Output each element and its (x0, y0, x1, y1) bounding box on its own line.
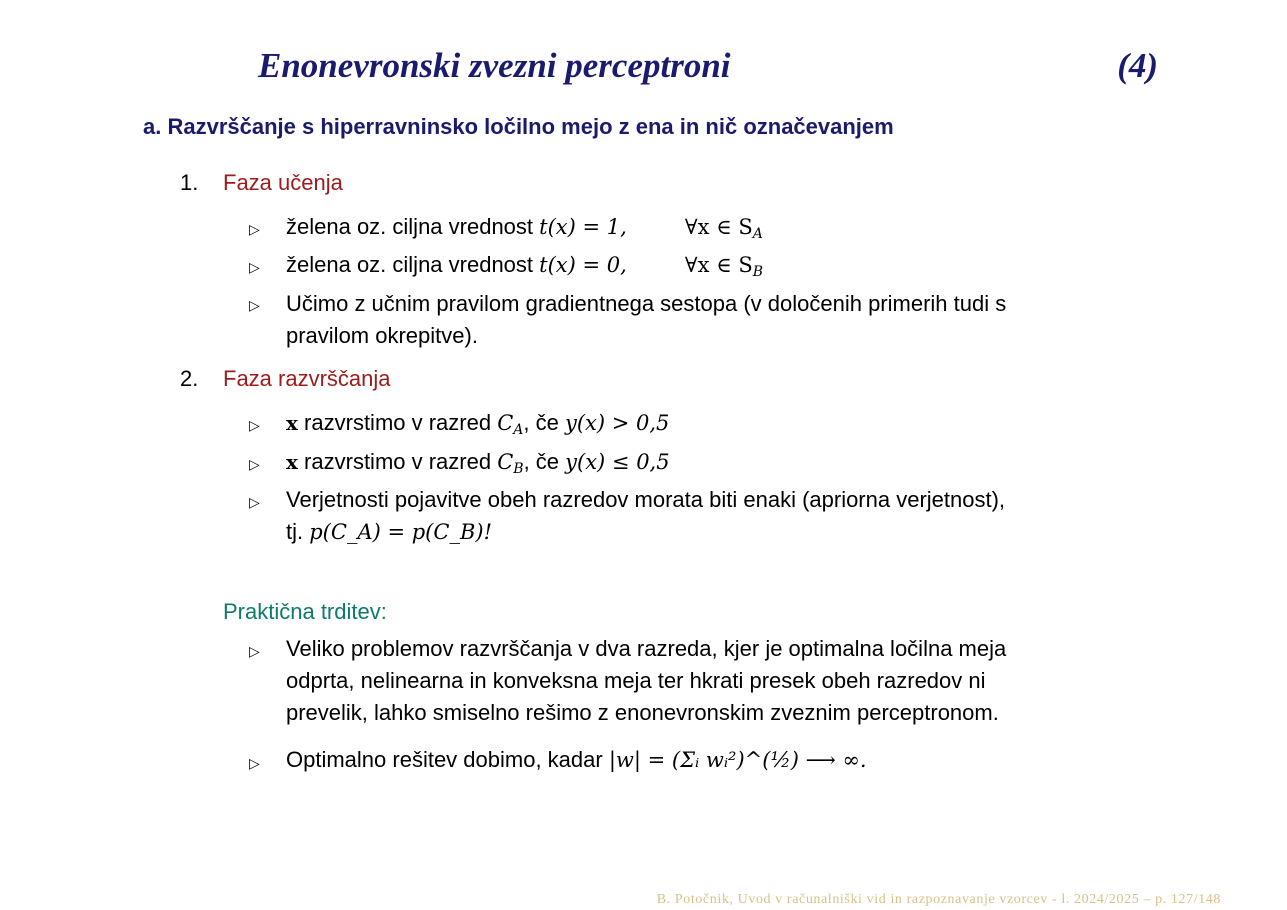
phase1-b2-text: želena oz. ciljna vrednost (286, 252, 540, 277)
phase2-b1-class: $C_A$ (497, 411, 524, 438)
phase2-bullet-1 (286, 407, 669, 446)
phase2-number: 2. (180, 366, 199, 391)
phase2-b3-math: p(C_A) = p(C_B)! (309, 520, 493, 544)
phase1-b2-math: t(x) = 0, (539, 253, 627, 277)
phase2-label: Faza razvrščanja (223, 366, 391, 391)
phase2-b1-cond: y(x) > 0,5 (564, 411, 670, 435)
bullet-icon: ▷ (249, 417, 260, 433)
phase2-b2-class: $C_B$ (497, 450, 524, 477)
slide-title: Enonevronski zvezni perceptroni (258, 46, 731, 85)
phase1-b1-text: želena oz. ciljna vrednost (286, 214, 540, 239)
practical-b2-text: Optimalno rešitev dobimo, kadar (286, 747, 609, 772)
phase1-b2-forall: ∀x ∈ $S_B$ (684, 253, 764, 280)
phase2-bullet-3 (286, 484, 1005, 548)
phase2-b2-mid: , če (523, 449, 566, 474)
bullet-icon: ▷ (249, 494, 260, 510)
bullet-icon: ▷ (249, 221, 260, 237)
bullet-icon: ▷ (249, 259, 260, 275)
phase2-b2-cond: y(x) ≤ 0,5 (565, 450, 670, 474)
phase1-bullet-3 (286, 288, 1006, 352)
phase2-b2-x: x (286, 450, 298, 474)
practical-heading: Praktična trditev: (223, 599, 387, 624)
practical-bullet-2 (286, 744, 867, 776)
phase1-label: Faza učenja (223, 170, 343, 195)
phase1-bullet-1 (286, 211, 763, 250)
phase1-b3-line1: Učimo z učnim pravilom gradientnega sestopa (v določenih primerih tudi s (286, 291, 1007, 316)
phase2-b1-mid: , če (523, 410, 565, 435)
practical-b1-line1: Veliko problemov razvrščanja v dva razreda, kjer je optimalna ločilna meja (286, 636, 1007, 661)
phase1-b1-math: t(x) = 1, (539, 215, 627, 239)
phase2-b3-line1: Verjetnosti pojavitve obeh razredov morata biti enaki (apriorna verjetnost), (286, 487, 1006, 512)
bullet-icon: ▷ (249, 643, 260, 659)
phase1-b3-line2: pravilom okrepitve). (286, 323, 478, 348)
phase2-b1-text: razvrstimo v razred (297, 410, 498, 435)
phase2-bullet-2 (286, 446, 670, 485)
practical-bullet-1 (286, 633, 1006, 729)
practical-b2-math: |w| = (Σᵢ wᵢ²)^(½) ⟶ ∞. (608, 748, 867, 772)
slide-subtitle: a. Razvrščanje s hiperravninsko ločilno mejo z ena in nič označevanjem (143, 114, 894, 139)
phase1-bullet-2 (286, 249, 763, 288)
practical-b1-line2: odprta, nelinearna in konveksna meja ter hkrati presek obeh razredov ni (286, 668, 986, 693)
slide-page-label: (4) (1117, 46, 1158, 85)
bullet-icon: ▷ (249, 456, 260, 472)
phase2-b2-text: razvrstimo v razred (297, 449, 498, 474)
bullet-icon: ▷ (249, 755, 260, 771)
phase2-b3-line2: tj. p(C_A) = p(C_B)! (286, 519, 493, 544)
phase1-number: 1. (180, 170, 199, 195)
phase2-b1-x: x (286, 411, 298, 435)
slide-footer: B. Potočnik, Uvod v računalniški vid in razpoznavanje vzorcev - l. 2024/2025 – p. 127/148 (656, 892, 1221, 907)
phase1-b1-forall: ∀x ∈ $S_A$ (684, 215, 763, 242)
practical-b1-line3: prevelik, lahko smiselno rešimo z enonevronskim zveznim perceptronom. (286, 700, 999, 725)
bullet-icon: ▷ (249, 297, 260, 313)
